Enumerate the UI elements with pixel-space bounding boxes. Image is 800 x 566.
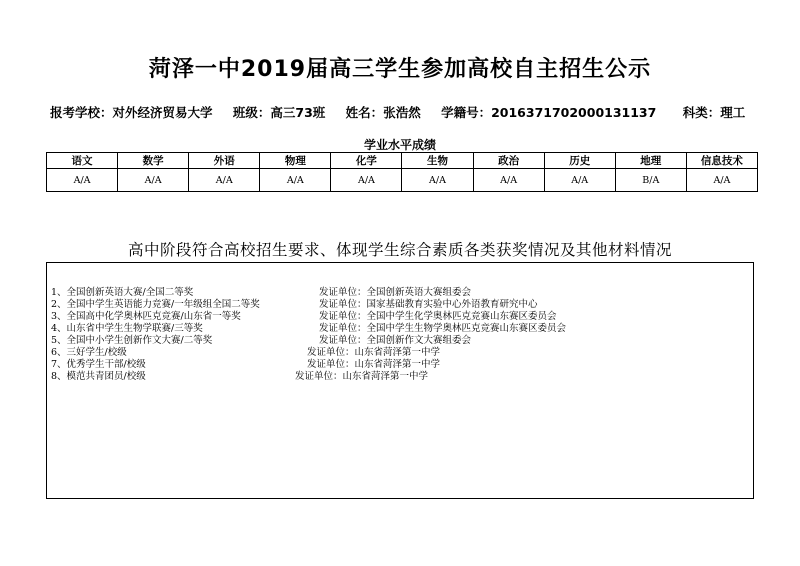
award-cert: 发证单位：全国创新英语大赛组委会 bbox=[319, 287, 472, 298]
award-cert: 发证单位：山东省菏泽第一中学 bbox=[307, 347, 441, 358]
grade-value: A/A bbox=[686, 169, 757, 192]
grade-value: A/A bbox=[189, 169, 260, 192]
awards-box bbox=[46, 262, 754, 499]
award-name: 1、全国创新英语大赛/全国二等奖 bbox=[51, 287, 194, 298]
grade-value: A/A bbox=[473, 169, 544, 192]
name-value: 张浩然 bbox=[383, 105, 421, 120]
student-info-line bbox=[50, 103, 770, 121]
grade-value: A/A bbox=[331, 169, 402, 192]
subject-label: 科类： bbox=[682, 105, 721, 120]
grade-header: 政治 bbox=[473, 153, 544, 169]
grade-value: A/A bbox=[47, 169, 118, 192]
grade-header: 地理 bbox=[615, 153, 686, 169]
grade-header: 化学 bbox=[331, 153, 402, 169]
grade-header: 语文 bbox=[47, 153, 118, 169]
grade-value: A/A bbox=[118, 169, 189, 192]
page-title: 菏泽一中2019届高三学生参加高校自主招生公示 bbox=[148, 57, 652, 82]
subject-value: 理工 bbox=[720, 105, 746, 120]
grades-header-row bbox=[47, 153, 758, 169]
grade-header: 历史 bbox=[544, 153, 615, 169]
grade-value: A/A bbox=[260, 169, 331, 192]
grade-value: A/A bbox=[402, 169, 473, 192]
grades-caption: 学业水平成绩 bbox=[363, 138, 436, 152]
award-name: 6、三好学生/校级 bbox=[51, 347, 127, 358]
grade-header: 信息技术 bbox=[686, 153, 757, 169]
award-cert: 发证单位：国家基础教育实验中心外语教育研究中心 bbox=[319, 299, 538, 310]
grade-header: 生物 bbox=[402, 153, 473, 169]
award-cert: 发证单位：全国创新作文大赛组委会 bbox=[319, 335, 472, 346]
grade-header: 数学 bbox=[118, 153, 189, 169]
award-name: 5、全国中小学生创新作文大赛/二等奖 bbox=[51, 335, 213, 346]
class-value: 高三73班 bbox=[270, 105, 326, 120]
grades-table bbox=[46, 152, 758, 192]
id-label: 学籍号： bbox=[441, 105, 492, 120]
award-name: 4、山东省中学生生物学联赛/三等奖 bbox=[51, 323, 203, 334]
grade-value: A/A bbox=[544, 169, 615, 192]
name-label: 姓名： bbox=[345, 105, 384, 120]
award-name: 8、模范共青团员/校级 bbox=[51, 371, 146, 382]
grades-value-row bbox=[47, 169, 758, 192]
award-cert: 发证单位：全国中学生生物学奥林匹克竞赛山东赛区委员会 bbox=[319, 323, 567, 334]
id-value: 2016371702000131137 bbox=[491, 105, 657, 120]
class-label: 班级： bbox=[232, 105, 271, 120]
award-name: 7、优秀学生干部/校级 bbox=[51, 359, 146, 370]
award-cert: 发证单位：山东省菏泽第一中学 bbox=[295, 371, 429, 382]
awards-section-title: 高中阶段符合高校招生要求、体现学生综合素质各类获奖情况及其他材料情况 bbox=[127, 241, 672, 259]
grade-value: B/A bbox=[615, 169, 686, 192]
award-cert: 发证单位：山东省菏泽第一中学 bbox=[307, 359, 441, 370]
award-cert: 发证单位：全国中学生化学奥林匹克竞赛山东赛区委员会 bbox=[319, 311, 557, 322]
award-name: 3、全国高中化学奥林匹克竞赛/山东省一等奖 bbox=[51, 311, 241, 322]
school-value: 对外经济贸易大学 bbox=[112, 105, 213, 120]
grade-header: 物理 bbox=[260, 153, 331, 169]
award-name: 2、全国中学生英语能力竞赛/一年级组全国二等奖 bbox=[51, 299, 260, 310]
grade-header: 外语 bbox=[189, 153, 260, 169]
school-label: 报考学校： bbox=[50, 105, 113, 120]
